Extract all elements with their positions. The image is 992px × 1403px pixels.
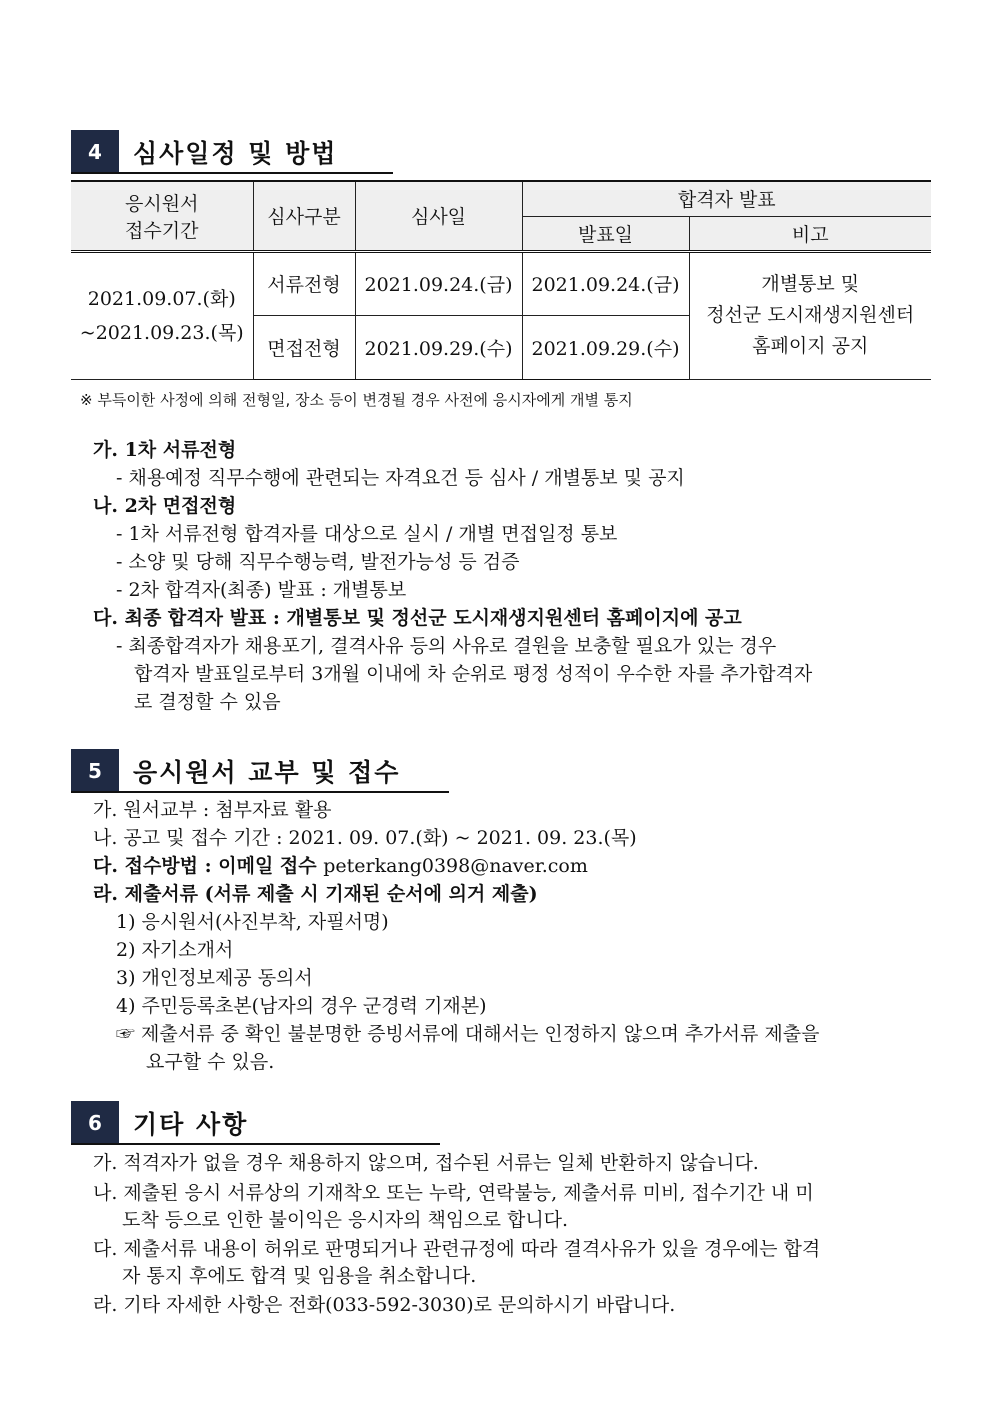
- header-announce: 합격자 발표: [522, 181, 931, 216]
- sub-item: - 2차 합격자(최종) 발표 : 개별통보: [116, 579, 407, 601]
- item-ra: 라. 기타 자세한 사항은 전화(033-592-3030)로 문의하시기 바랍니다.: [93, 1294, 676, 1316]
- section-6-header: [71, 1101, 440, 1145]
- remark-line1: 개별통보 및: [761, 273, 860, 295]
- doc-item: 4) 주민등록초본(남자의 경우 군경력 기재본): [116, 995, 487, 1017]
- sub-item-cont: 로 결정할 수 있음: [134, 691, 281, 713]
- cell-date: 2021.09.29.(수): [355, 315, 522, 379]
- header-type: 심사구분: [253, 181, 355, 251]
- sub-item: - 소양 및 당해 직무수행능력, 발전가능성 등 검증: [116, 551, 520, 573]
- item-da: [93, 853, 588, 879]
- section-number: 5: [71, 749, 119, 793]
- section-underline: [71, 1143, 440, 1145]
- section-number: 4: [71, 130, 119, 174]
- cell-date: 2021.09.24.(금): [355, 251, 522, 315]
- item-na: 나. 제출된 응시 서류상의 기재착오 또는 누락, 연락불능, 제출서류 미비, 접수기간 내 미: [93, 1182, 814, 1204]
- cell-type: 서류전형: [253, 251, 355, 315]
- doc-item: 2) 자기소개서: [116, 939, 234, 961]
- cell-remark: [689, 251, 931, 379]
- sub-item: - 채용예정 직무수행에 관련되는 자격요건 등 심사 / 개별통보 및 공지: [116, 467, 685, 489]
- item-da: 다. 제출서류 내용이 허위로 판명되거나 관련규정에 따라 결격사유가 있을 경우에는 합격: [93, 1238, 821, 1260]
- section-underline: [71, 791, 449, 793]
- item-na-cont: 도착 등으로 인한 불이익은 응시자의 책임으로 합니다.: [122, 1209, 569, 1231]
- cell-announce: 2021.09.24.(금): [522, 251, 689, 315]
- schedule-note: ※ 부득이한 사정에 의해 전형일, 장소 등이 변경될 경우 사전에 응시자에게 개별 통지: [80, 391, 633, 409]
- item-da: 다. 최종 합격자 발표 : 개별통보 및 정선군 도시재생지원센터 홈페이지에 공고: [93, 607, 742, 629]
- section-4-header: [71, 130, 393, 174]
- sub-item: - 최종합격자가 채용포기, 결격사유 등의 사유로 결원을 보충할 필요가 있는 경우: [116, 635, 777, 657]
- item-ga: 가. 적격자가 없을 경우 채용하지 않으며, 접수된 서류는 일체 반환하지 않습니다.: [93, 1152, 759, 1174]
- item-na: 나. 2차 면접전형: [93, 495, 237, 517]
- sub-item: - 1차 서류전형 합격자를 대상으로 실시 / 개별 면접일정 통보: [116, 523, 618, 545]
- header-reception: [71, 181, 253, 251]
- section-number: 6: [71, 1101, 119, 1145]
- header-date: 심사일: [355, 181, 522, 251]
- reception-line2: ~2021.09.23.(목): [79, 321, 244, 344]
- doc-item: 1) 응시원서(사진부착, 자필서명): [116, 911, 389, 933]
- remark-line3: 홈페이지 공지: [752, 335, 869, 357]
- doc-notice: ☞ 제출서류 중 확인 불분명한 증빙서류에 대해서는 인정하지 않으며 추가서류 제출을: [116, 1023, 820, 1045]
- section-title: 심사일정 및 방법: [133, 139, 338, 168]
- reception-line1: 2021.09.07.(화): [87, 287, 236, 310]
- submission-method: 다. 접수방법 : 이메일 접수: [93, 855, 324, 877]
- item-ra: 라. 제출서류 (서류 제출 시 기재된 순서에 의거 제출): [93, 883, 538, 905]
- item-ga: 가. 1차 서류전형: [93, 439, 237, 461]
- section-underline: [71, 172, 393, 174]
- cell-type: 면접전형: [253, 315, 355, 379]
- remark-line2: 정선군 도시재생지원센터: [706, 304, 915, 326]
- header-announce-date: 발표일: [522, 216, 689, 251]
- header-remark: 비고: [689, 216, 931, 251]
- header-reception-line2: 접수기간: [125, 219, 199, 242]
- sub-item-cont: 합격자 발표일로부터 3개월 이내에 차 순위로 평정 성적이 우수한 자를 추가합격자: [134, 663, 813, 685]
- section-title: 응시원서 교부 및 접수: [133, 758, 401, 787]
- doc-item: 3) 개인정보제공 동의서: [116, 967, 313, 989]
- section-title: 기타 사항: [133, 1110, 249, 1139]
- item-da-cont: 자 통지 후에도 합격 및 임용을 취소합니다.: [122, 1265, 477, 1287]
- schedule-table: [71, 180, 931, 380]
- section-5-header: [71, 749, 449, 793]
- cell-reception: [71, 251, 253, 379]
- cell-announce: 2021.09.29.(수): [522, 315, 689, 379]
- item-ga: 가. 원서교부 : 첨부자료 활용: [93, 799, 332, 821]
- header-reception-line1: 응시원서: [125, 192, 199, 215]
- email-link[interactable]: peterkang0398@naver.com: [323, 855, 588, 877]
- doc-notice-cont: 요구할 수 있음.: [146, 1051, 275, 1073]
- item-na: 나. 공고 및 접수 기간 : 2021. 09. 07.(화) ~ 2021. 09. 23.(목): [93, 827, 637, 849]
